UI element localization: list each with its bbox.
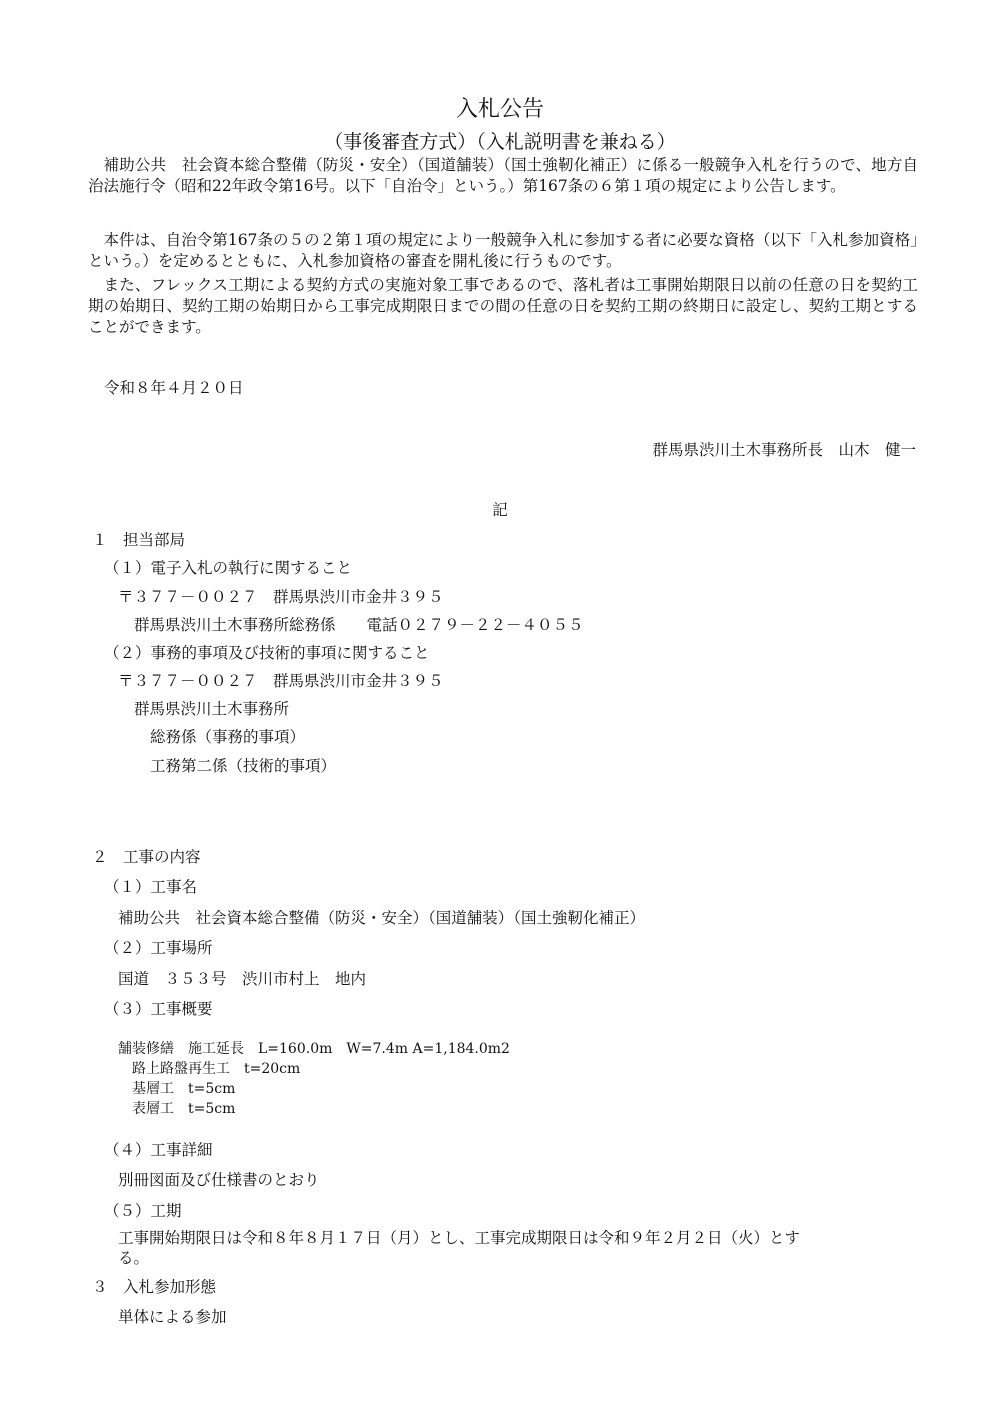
intro-paragraph-2: 本件は、自治令第167条の５の２第１項の規定により一般競争入札に参加する者に必要な資格（以下「入札参加資格」という。）を定めるとともに、入札参加資格の審査を開札後に行うものです。 (88, 231, 918, 270)
ki-heading: 記 (492, 501, 508, 519)
notice-date: 令和８年４月２０日 (104, 379, 244, 397)
section2-name-value: 補助公共 社会資本総合整備（防災・安全）（国道舗装）（国土強靭化補正） (118, 909, 646, 927)
section1-sub2-unit2: 工務第二係（技術的事項） (150, 757, 337, 775)
section1-sub1-office: 群馬県渋川土木事務所総務係 電話０２７９－２２－４０５５ (134, 616, 584, 634)
summary-line: 基層工 t=5cm (118, 1081, 236, 1097)
summary-line: 表層工 t=5cm (118, 1101, 236, 1117)
summary-line: 路上路盤再生工 t=20cm (118, 1061, 301, 1077)
section2-name-label: （１）工事名 (104, 878, 198, 896)
section1-sub2-address: 〒３７７－００２７ 群馬県渋川市金井３９５ (118, 672, 444, 690)
section1-sub1-address: 〒３７７－００２７ 群馬県渋川市金井３９５ (118, 588, 444, 606)
intro-paragraph-1: 補助公共 社会資本総合整備（防災・安全）（国道舗装）（国土強靭化補正）に係る一般競争入札を行うので、地方自治法施行令（昭和22年政令第16号。以下「自治令」という。）第167条の６第１項の規定により公告します。 (88, 156, 918, 195)
section2-heading: ２ 工事の内容 (92, 848, 201, 866)
document-title: 入札公告 (455, 97, 544, 122)
section3-heading: ３ 入札参加形態 (92, 1278, 217, 1296)
section2-detail-value: 別冊図面及び仕様書のとおり (118, 1171, 320, 1189)
section1-sub2-office: 群馬県渋川土木事務所 (134, 700, 290, 718)
section2-detail-label: （４）工事詳細 (104, 1141, 213, 1159)
section2-period-label: （５）工期 (104, 1202, 182, 1220)
section2-period-line2: る。 (118, 1249, 150, 1267)
section2-place-label: （２）工事場所 (104, 939, 213, 957)
intro-paragraph-3: また、フレックス工期による契約方式の実施対象工事であるので、落札者は工事開始期限日以前の任意の日を契約工期の始期日、契約工期の始期日から工事完成期限日までの間の任意の日を契約工期の終期日に設定し、契約工期とすることができます。 (88, 276, 918, 336)
section1-sub2-unit1: 総務係（事務的事項） (150, 728, 306, 746)
section2-summary-label: （３）工事概要 (104, 1000, 213, 1018)
section1-sub1-label: （１）電子入札の執行に関すること (104, 559, 353, 577)
section3-value: 単体による参加 (118, 1308, 227, 1326)
signature-line: 群馬県渋川土木事務所長 山木 健一 (652, 441, 916, 459)
section2-place-value: 国道 ３５３号 渋川市村上 地内 (118, 970, 367, 988)
section2-period-line1: 工事開始期限日は令和８年８月１７日（月）とし、工事完成期限日は令和９年２月２日（火）とす (118, 1229, 801, 1247)
summary-line: 舗装修繕 施工延長 L=160.0m W=7.4m A=1,184.0m2 (118, 1041, 510, 1057)
section1-sub2-label: （２）事務的事項及び技術的事項に関すること (104, 644, 430, 662)
document-subtitle: （事後審査方式）（入札説明書を兼ねる） (324, 131, 676, 153)
section1-heading: １ 担当部局 (92, 531, 186, 549)
